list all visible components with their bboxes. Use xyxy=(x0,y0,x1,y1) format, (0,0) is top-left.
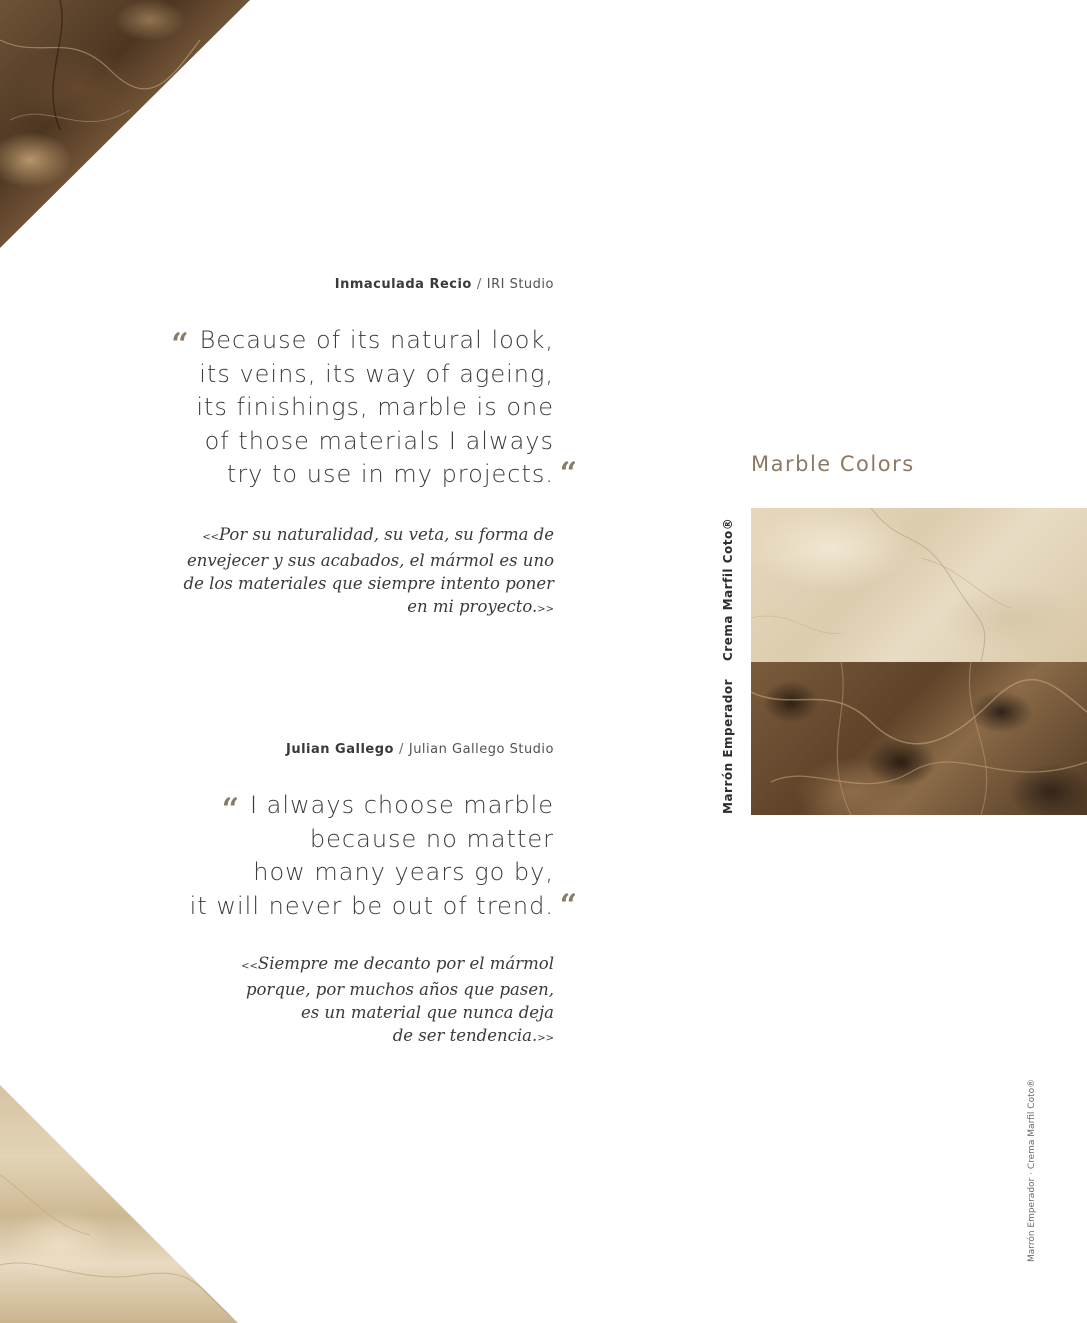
quote-line: how many years go by, xyxy=(253,858,554,886)
spanish-quote-2 xyxy=(241,952,554,1050)
quote-line xyxy=(190,789,554,827)
photo-credit: Marrón Emperador · Crema Marfil Coto® xyxy=(1027,1078,1037,1262)
spanish-line: porque, por muchos años que pasen, xyxy=(245,980,554,999)
guillemet-close: >> xyxy=(537,604,554,615)
close-quote-icon: “ xyxy=(559,456,578,491)
marble-vein-texture xyxy=(0,1085,238,1323)
marble-triangle-bottom-decoration xyxy=(0,1085,238,1323)
spanish-line: de los materiales que siempre intento poner xyxy=(183,574,554,593)
quote-line xyxy=(171,324,554,362)
spanish-quote-1 xyxy=(184,523,554,621)
guillemet-open: << xyxy=(241,961,258,972)
attribution-separator: / xyxy=(476,277,482,292)
open-quote-icon: “ xyxy=(221,792,240,827)
spanish-line xyxy=(241,1024,554,1050)
author-name: Inmaculada Recio xyxy=(334,277,472,292)
quote-line: its veins, its way of ageing, xyxy=(199,359,554,388)
quote-line-text: Because of its natural look, xyxy=(199,326,554,354)
quote-attribution-2 xyxy=(286,742,554,757)
swatch-marron-emperador xyxy=(751,662,1087,815)
author-name: Julian Gallego xyxy=(286,742,394,757)
marble-vein-texture xyxy=(0,0,250,248)
marble-colors-title: Marble Colors xyxy=(751,452,915,476)
quote-line-text: I always choose marble xyxy=(249,791,554,819)
quote-line xyxy=(189,887,578,924)
marble-vein-texture xyxy=(751,508,1087,662)
spanish-line-text: de ser tendencia. xyxy=(392,1026,538,1045)
marble-triangle-top-decoration xyxy=(0,0,250,248)
swatch-label-crema-marfil: Crema Marfil Coto® xyxy=(721,517,735,661)
swatch-crema-marfil xyxy=(751,508,1087,662)
spanish-line xyxy=(184,595,554,621)
studio-name: Julian Gallego Studio xyxy=(408,742,554,757)
spanish-line xyxy=(184,523,554,549)
spanish-line-text: Por su naturalidad, su veta, su forma de xyxy=(219,525,554,544)
attribution-separator: / xyxy=(398,742,404,757)
swatch-label-marron-emperador: Marrón Emperador xyxy=(721,678,735,814)
quote-line: of those materials I always xyxy=(204,426,554,455)
spanish-line-text: Siempre me decanto por el mármol xyxy=(257,954,554,973)
guillemet-open: << xyxy=(202,532,219,543)
guillemet-close: >> xyxy=(537,1033,554,1044)
quote-line: its finishings, marble is one xyxy=(196,393,554,421)
quote-line-text: try to use in my projects. xyxy=(226,460,554,488)
open-quote-icon: “ xyxy=(171,327,190,362)
spanish-line: es un material que nunca deja xyxy=(300,1003,554,1022)
close-quote-icon: “ xyxy=(559,887,578,923)
english-quote-1 xyxy=(171,324,578,492)
english-quote-2 xyxy=(189,789,578,923)
marble-vein-texture xyxy=(751,662,1087,815)
spanish-line-text: en mi proyecto. xyxy=(407,597,538,616)
studio-name: IRI Studio xyxy=(486,277,554,292)
spanish-line: envejecer y sus acabados, el mármol es uno xyxy=(186,551,554,570)
quote-line: because no matter xyxy=(309,824,554,853)
spanish-line xyxy=(241,952,554,978)
quote-attribution-1 xyxy=(335,277,554,292)
quote-line xyxy=(171,456,578,492)
quote-line-text: it will never be out of trend. xyxy=(189,891,554,920)
